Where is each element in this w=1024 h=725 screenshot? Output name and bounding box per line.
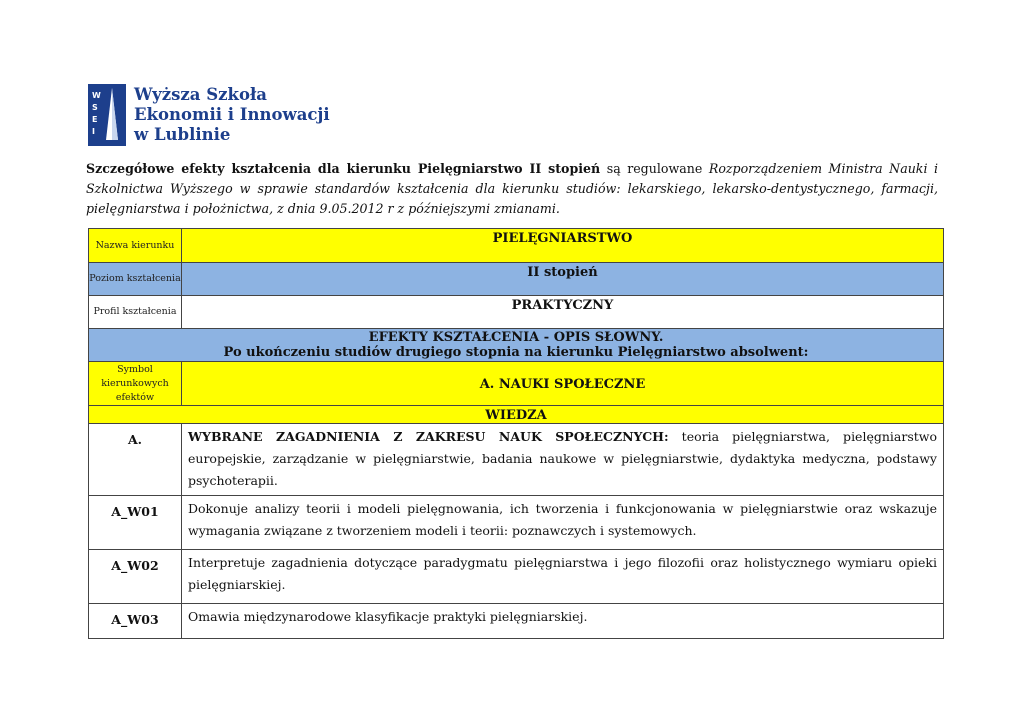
- section-title: A. NAUKI SPOŁECZNE: [182, 362, 944, 406]
- table-row: [89, 550, 944, 604]
- learning-outcomes-table: [88, 228, 944, 639]
- outcome-code: A_W01: [89, 496, 182, 550]
- logo-emblem: [88, 84, 126, 146]
- table-row: [89, 496, 944, 550]
- wiedza-header: WIEDZA: [89, 406, 944, 424]
- logo-wordmark: [134, 85, 330, 145]
- poziom-value: II stopień: [182, 263, 944, 296]
- efekty-line: Po ukończeniu studiów drugiego stopnia na kierunku Pielęgniarstwo absolwent:: [223, 345, 809, 360]
- table-row: [89, 424, 944, 496]
- logo-letter: W: [92, 91, 101, 100]
- outcome-text: teoria pielęgniarstwa, pielęgniarstwo europejskie, zarządzanie w pielęgniarstwie, badania naukowe w pielęgniarstwie, dydaktyka medyczna, podstawy psychoterapii.: [188, 429, 937, 488]
- university-logo: [88, 84, 330, 146]
- table-row: [89, 604, 944, 639]
- efekty-header: [89, 329, 944, 362]
- profil-value: PRAKTYCZNY: [182, 296, 944, 329]
- poziom-label: Poziom kształcenia: [89, 263, 182, 296]
- logo-letter: E: [92, 115, 98, 124]
- logo-line: Wyższa Szkoła: [134, 85, 267, 104]
- logo-line: Ekonomii i Innowacji: [134, 105, 330, 124]
- intro-plain: są regulowane: [600, 161, 709, 176]
- nazwa-label: Nazwa kierunku: [89, 229, 182, 263]
- outcome-code: A_W02: [89, 550, 182, 604]
- outcome-code: A_W03: [89, 604, 182, 639]
- outcome-description: Interpretuje zagadnienia dotyczące paradygmatu pielęgniarstwa i jego filozofii oraz holistycznego wymiaru opieki pielęgniarskiej.: [182, 550, 944, 604]
- profil-label: Profil kształcenia: [89, 296, 182, 329]
- symbol-label: Symbol kierunkowych efektów: [89, 362, 182, 406]
- spire-icon: [102, 88, 122, 144]
- efekty-line: EFEKTY KSZTAŁCENIA - OPIS SŁOWNY.: [368, 330, 664, 345]
- outcome-bold: WYBRANE ZAGADNIENIA Z ZAKRESU NAUK SPOŁECZNYCH:: [188, 429, 669, 444]
- outcome-description: Omawia międzynarodowe klasyfikacje praktyki pielęgniarskiej.: [182, 604, 944, 639]
- intro-bold: Szczegółowe efekty kształcenia dla kierunku Pielęgniarstwo II stopień: [86, 161, 601, 176]
- intro-italic: Rozporządzeniem Ministra Nauki i Szkolnictwa Wyższego w sprawie standardów kształcenia dla kierunku studiów: lekarskiego, lekarsko-dentystycznego, farmacji, pielęgniarstwa i położnictwa, z dnia 9.05.2012 r z późniejszymi zmianami.: [86, 161, 939, 216]
- logo-letter: S: [92, 103, 98, 112]
- outcome-code: A.: [89, 424, 182, 496]
- outcome-description: Dokonuje analizy teorii i modeli pielęgnowania, ich tworzenia i funkcjonowania w pielęgniarstwie oraz wskazuje wymagania związane z tworzeniem modeli i teorii: poznawczych i systemowych.: [182, 496, 944, 550]
- logo-line: w Lublinie: [134, 125, 231, 144]
- logo-letter: I: [92, 127, 95, 136]
- intro-paragraph: [86, 159, 938, 219]
- outcome-description: [182, 424, 944, 496]
- nazwa-value: PIELĘGNIARSTWO: [182, 229, 944, 263]
